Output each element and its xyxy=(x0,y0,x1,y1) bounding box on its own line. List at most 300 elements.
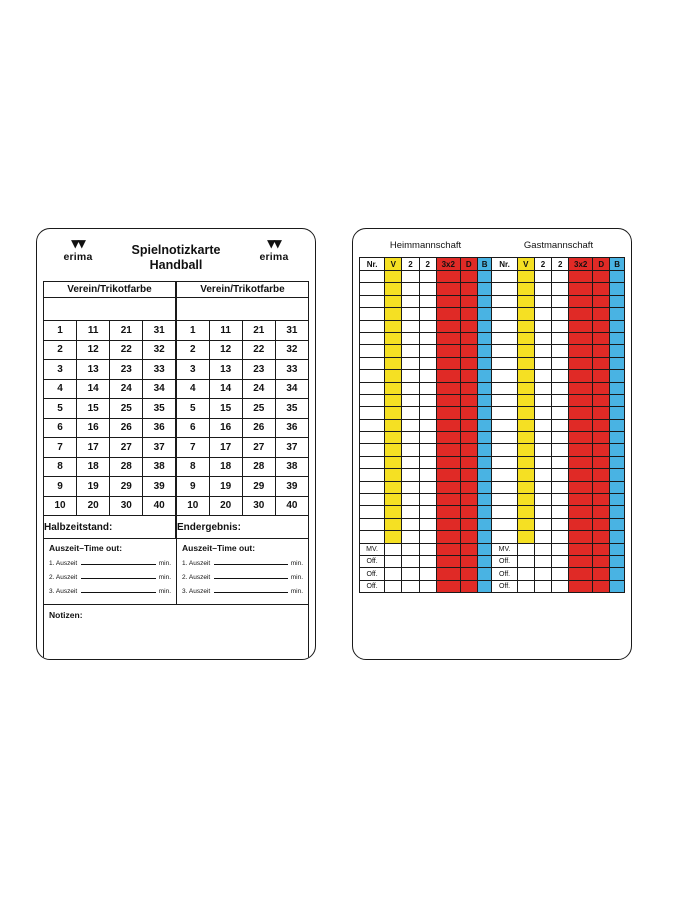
scoresheet-cell-b[interactable] xyxy=(610,382,625,394)
scoresheet-cell-2a[interactable] xyxy=(534,456,551,468)
scoresheet-cell-nr[interactable] xyxy=(360,345,385,357)
scoresheet-cell-2b[interactable] xyxy=(419,481,436,493)
scoresheet-cell-nr[interactable] xyxy=(492,345,517,357)
scoresheet-cell-v[interactable] xyxy=(517,506,534,518)
scoresheet-cell-nr[interactable] xyxy=(492,531,517,543)
roster-cell-home[interactable]: 24 xyxy=(110,379,143,399)
scoresheet-cell-b[interactable] xyxy=(477,345,492,357)
scoresheet-cell-2b[interactable] xyxy=(552,345,569,357)
scoresheet-cell-3x2[interactable] xyxy=(436,469,460,481)
scoresheet-cell-2a[interactable] xyxy=(402,531,419,543)
scoresheet-cell-b[interactable] xyxy=(610,531,625,543)
scoresheet-cell-v[interactable] xyxy=(517,345,534,357)
scoresheet-cell-b[interactable] xyxy=(477,419,492,431)
timeout-entry-input[interactable] xyxy=(214,557,288,565)
scoresheet-cell-b[interactable] xyxy=(610,320,625,332)
scoresheet-cell-v[interactable] xyxy=(517,531,534,543)
roster-cell-home[interactable]: 25 xyxy=(110,399,143,419)
scoresheet-cell-b[interactable] xyxy=(610,345,625,357)
scoresheet-cell-b[interactable] xyxy=(610,506,625,518)
scoresheet-cell-2a[interactable] xyxy=(534,357,551,369)
scoresheet-cell-2b[interactable] xyxy=(552,283,569,295)
scoresheet-cell-2b[interactable] xyxy=(552,394,569,406)
roster-cell-away[interactable]: 15 xyxy=(209,399,242,419)
scoresheet-cell-d[interactable] xyxy=(593,444,610,456)
scoresheet-cell-nr[interactable] xyxy=(360,271,385,283)
scoresheet-cell-3x2[interactable] xyxy=(436,407,460,419)
scoresheet-cell-b[interactable] xyxy=(477,382,492,394)
scoresheet-cell-2b[interactable] xyxy=(419,432,436,444)
scoresheet-footer-cell[interactable] xyxy=(552,543,569,555)
scoresheet-cell-d[interactable] xyxy=(593,357,610,369)
scoresheet-cell-3x2[interactable] xyxy=(436,308,460,320)
roster-cell-home[interactable]: 39 xyxy=(143,477,176,497)
timeout-entry-input[interactable] xyxy=(214,571,288,579)
scoresheet-footer-cell-3x2[interactable] xyxy=(569,555,593,567)
roster-cell-home[interactable]: 29 xyxy=(110,477,143,497)
roster-cell-away[interactable]: 20 xyxy=(209,496,242,516)
roster-cell-home[interactable]: 31 xyxy=(143,321,176,341)
scoresheet-cell-v[interactable] xyxy=(517,283,534,295)
scoresheet-cell-2a[interactable] xyxy=(534,382,551,394)
scoresheet-cell-nr[interactable] xyxy=(492,370,517,382)
scoresheet-cell-3x2[interactable] xyxy=(569,382,593,394)
scoresheet-cell-2b[interactable] xyxy=(419,332,436,344)
scoresheet-cell-2a[interactable] xyxy=(402,332,419,344)
roster-cell-away[interactable]: 30 xyxy=(242,496,275,516)
scoresheet-cell-2b[interactable] xyxy=(552,456,569,468)
scoresheet-cell-v[interactable] xyxy=(385,444,402,456)
scoresheet-cell-b[interactable] xyxy=(477,444,492,456)
scoresheet-cell-d[interactable] xyxy=(593,494,610,506)
scoresheet-cell-2a[interactable] xyxy=(402,295,419,307)
scoresheet-cell-b[interactable] xyxy=(477,407,492,419)
scoresheet-footer-cell-d[interactable] xyxy=(460,568,477,580)
roster-cell-away[interactable]: 14 xyxy=(209,379,242,399)
scoresheet-cell-d[interactable] xyxy=(593,419,610,431)
timeout-entry[interactable] xyxy=(182,557,303,567)
scoresheet-cell-v[interactable] xyxy=(385,407,402,419)
scoresheet-cell-v[interactable] xyxy=(385,382,402,394)
scoresheet-cell-2b[interactable] xyxy=(419,407,436,419)
scoresheet-cell-2b[interactable] xyxy=(419,357,436,369)
scoresheet-footer-cell[interactable] xyxy=(385,580,402,592)
scoresheet-cell-2a[interactable] xyxy=(534,518,551,530)
roster-cell-home[interactable]: 36 xyxy=(143,418,176,438)
scoresheet-cell-b[interactable] xyxy=(477,432,492,444)
scoresheet-cell-3x2[interactable] xyxy=(436,444,460,456)
scoresheet-footer-cell-b[interactable] xyxy=(477,580,492,592)
timeout-entry-input[interactable] xyxy=(81,571,156,579)
scoresheet-cell-2b[interactable] xyxy=(419,382,436,394)
scoresheet-cell-2a[interactable] xyxy=(534,419,551,431)
roster-cell-home[interactable]: 8 xyxy=(44,457,77,477)
scoresheet-cell-2b[interactable] xyxy=(419,370,436,382)
roster-cell-home[interactable]: 3 xyxy=(44,360,77,380)
roster-cell-home[interactable]: 28 xyxy=(110,457,143,477)
scoresheet-footer-cell-b[interactable] xyxy=(610,568,625,580)
scoresheet-cell-3x2[interactable] xyxy=(569,394,593,406)
scoresheet-cell-2b[interactable] xyxy=(419,506,436,518)
scoresheet-cell-3x2[interactable] xyxy=(569,444,593,456)
scoresheet-footer-cell[interactable] xyxy=(517,543,534,555)
scoresheet-cell-d[interactable] xyxy=(460,419,477,431)
scoresheet-cell-3x2[interactable] xyxy=(569,531,593,543)
scoresheet-cell-v[interactable] xyxy=(385,481,402,493)
scoresheet-cell-b[interactable] xyxy=(610,407,625,419)
scoresheet-footer-cell[interactable] xyxy=(517,568,534,580)
scoresheet-cell-2a[interactable] xyxy=(402,469,419,481)
scoresheet-cell-b[interactable] xyxy=(477,481,492,493)
scoresheet-cell-b[interactable] xyxy=(477,494,492,506)
scoresheet-cell-2a[interactable] xyxy=(402,271,419,283)
scoresheet-cell-2b[interactable] xyxy=(419,320,436,332)
scoresheet-cell-v[interactable] xyxy=(385,531,402,543)
timeout-entry[interactable] xyxy=(49,585,171,595)
roster-cell-home[interactable]: 20 xyxy=(77,496,110,516)
roster-cell-away[interactable]: 10 xyxy=(176,496,209,516)
scoresheet-cell-2b[interactable] xyxy=(419,456,436,468)
scoresheet-cell-b[interactable] xyxy=(477,531,492,543)
scoresheet-cell-b[interactable] xyxy=(610,494,625,506)
scoresheet-cell-b[interactable] xyxy=(477,370,492,382)
scoresheet-cell-v[interactable] xyxy=(385,271,402,283)
roster-cell-away[interactable]: 22 xyxy=(242,340,275,360)
scoresheet-footer-cell-d[interactable] xyxy=(593,543,610,555)
scoresheet-footer-cell-3x2[interactable] xyxy=(569,568,593,580)
scoresheet-cell-d[interactable] xyxy=(460,357,477,369)
roster-cell-away[interactable]: 11 xyxy=(209,321,242,341)
scoresheet-footer-cell-3x2[interactable] xyxy=(569,580,593,592)
roster-cell-away[interactable]: 24 xyxy=(242,379,275,399)
scoresheet-cell-nr[interactable] xyxy=(492,419,517,431)
scoresheet-cell-d[interactable] xyxy=(593,506,610,518)
scoresheet-cell-2a[interactable] xyxy=(402,481,419,493)
scoresheet-cell-d[interactable] xyxy=(593,283,610,295)
scoresheet-cell-3x2[interactable] xyxy=(569,345,593,357)
scoresheet-cell-2b[interactable] xyxy=(419,295,436,307)
timeout-entry[interactable] xyxy=(49,557,171,567)
scoresheet-cell-v[interactable] xyxy=(385,345,402,357)
scoresheet-cell-2a[interactable] xyxy=(402,345,419,357)
scoresheet-cell-3x2[interactable] xyxy=(569,419,593,431)
scoresheet-cell-2b[interactable] xyxy=(419,394,436,406)
scoresheet-cell-2a[interactable] xyxy=(534,531,551,543)
scoresheet-cell-3x2[interactable] xyxy=(436,283,460,295)
scoresheet-cell-v[interactable] xyxy=(517,332,534,344)
roster-cell-home[interactable]: 32 xyxy=(143,340,176,360)
roster-cell-away[interactable]: 13 xyxy=(209,360,242,380)
scoresheet-cell-3x2[interactable] xyxy=(436,494,460,506)
scoresheet-cell-nr[interactable] xyxy=(360,481,385,493)
scoresheet-footer-cell-3x2[interactable] xyxy=(436,568,460,580)
timeout-entry-input[interactable] xyxy=(81,557,156,565)
scoresheet-cell-2b[interactable] xyxy=(552,469,569,481)
scoresheet-cell-b[interactable] xyxy=(477,394,492,406)
scoresheet-cell-nr[interactable] xyxy=(360,506,385,518)
scoresheet-cell-d[interactable] xyxy=(593,481,610,493)
scoresheet-cell-2a[interactable] xyxy=(534,320,551,332)
scoresheet-cell-nr[interactable] xyxy=(492,357,517,369)
scoresheet-footer-cell[interactable] xyxy=(402,580,419,592)
roster-cell-away[interactable]: 2 xyxy=(176,340,209,360)
scoresheet-cell-3x2[interactable] xyxy=(569,332,593,344)
scoresheet-cell-d[interactable] xyxy=(593,432,610,444)
scoresheet-cell-nr[interactable] xyxy=(492,320,517,332)
scoresheet-cell-2a[interactable] xyxy=(402,444,419,456)
scoresheet-cell-3x2[interactable] xyxy=(436,271,460,283)
scoresheet-cell-v[interactable] xyxy=(517,308,534,320)
scoresheet-footer-cell[interactable] xyxy=(385,568,402,580)
roster-cell-home[interactable]: 17 xyxy=(77,438,110,458)
scoresheet-footer-cell-b[interactable] xyxy=(610,580,625,592)
scoresheet-cell-b[interactable] xyxy=(610,295,625,307)
scoresheet-cell-v[interactable] xyxy=(385,419,402,431)
timeout-entry[interactable] xyxy=(182,585,303,595)
scoresheet-footer-cell-d[interactable] xyxy=(460,580,477,592)
scoresheet-cell-nr[interactable] xyxy=(492,295,517,307)
scoresheet-footer-cell-d[interactable] xyxy=(460,555,477,567)
roster-cell-home[interactable]: 21 xyxy=(110,321,143,341)
scoresheet-cell-nr[interactable] xyxy=(492,432,517,444)
scoresheet-cell-3x2[interactable] xyxy=(569,283,593,295)
scoresheet-cell-v[interactable] xyxy=(385,456,402,468)
scoresheet-cell-2a[interactable] xyxy=(534,469,551,481)
scoresheet-cell-nr[interactable] xyxy=(360,370,385,382)
timeout-entry-input[interactable] xyxy=(81,585,156,593)
scoresheet-footer-cell[interactable] xyxy=(552,555,569,567)
scoresheet-cell-2b[interactable] xyxy=(552,531,569,543)
scoresheet-cell-2b[interactable] xyxy=(419,283,436,295)
scoresheet-cell-b[interactable] xyxy=(610,271,625,283)
scoresheet-cell-d[interactable] xyxy=(460,481,477,493)
scoresheet-cell-d[interactable] xyxy=(460,382,477,394)
scoresheet-footer-cell[interactable] xyxy=(419,568,436,580)
scoresheet-cell-v[interactable] xyxy=(385,518,402,530)
scoresheet-cell-d[interactable] xyxy=(593,295,610,307)
roster-cell-home[interactable]: 37 xyxy=(143,438,176,458)
scoresheet-cell-nr[interactable] xyxy=(360,382,385,394)
roster-cell-away[interactable]: 4 xyxy=(176,379,209,399)
scoresheet-cell-3x2[interactable] xyxy=(436,320,460,332)
scoresheet-cell-2b[interactable] xyxy=(552,332,569,344)
roster-cell-away[interactable]: 23 xyxy=(242,360,275,380)
scoresheet-cell-nr[interactable] xyxy=(492,506,517,518)
scoresheet-cell-nr[interactable] xyxy=(492,407,517,419)
roster-cell-home[interactable]: 6 xyxy=(44,418,77,438)
halbzeitstand-field[interactable]: Halbzeitstand: xyxy=(44,516,177,539)
scoresheet-cell-3x2[interactable] xyxy=(436,295,460,307)
scoresheet-cell-b[interactable] xyxy=(477,518,492,530)
scoresheet-cell-3x2[interactable] xyxy=(569,320,593,332)
scoresheet-cell-nr[interactable] xyxy=(360,456,385,468)
scoresheet-cell-3x2[interactable] xyxy=(569,506,593,518)
scoresheet-cell-v[interactable] xyxy=(517,271,534,283)
scoresheet-cell-2b[interactable] xyxy=(552,295,569,307)
scoresheet-cell-2a[interactable] xyxy=(534,283,551,295)
roster-cell-away[interactable]: 32 xyxy=(275,340,308,360)
roster-cell-away[interactable]: 5 xyxy=(176,399,209,419)
scoresheet-cell-nr[interactable] xyxy=(360,332,385,344)
roster-cell-home[interactable]: 26 xyxy=(110,418,143,438)
scoresheet-footer-cell-d[interactable] xyxy=(593,580,610,592)
scoresheet-cell-2b[interactable] xyxy=(552,407,569,419)
scoresheet-cell-v[interactable] xyxy=(517,370,534,382)
roster-cell-away[interactable]: 31 xyxy=(275,321,308,341)
scoresheet-cell-2b[interactable] xyxy=(419,469,436,481)
scoresheet-cell-3x2[interactable] xyxy=(569,271,593,283)
scoresheet-cell-d[interactable] xyxy=(460,531,477,543)
scoresheet-footer-cell-d[interactable] xyxy=(593,555,610,567)
scoresheet-footer-cell[interactable] xyxy=(534,568,551,580)
scoresheet-cell-nr[interactable] xyxy=(492,481,517,493)
scoresheet-footer-cell[interactable] xyxy=(517,580,534,592)
scoresheet-cell-d[interactable] xyxy=(593,394,610,406)
scoresheet-cell-d[interactable] xyxy=(460,469,477,481)
scoresheet-cell-b[interactable] xyxy=(477,271,492,283)
scoresheet-cell-d[interactable] xyxy=(460,370,477,382)
scoresheet-cell-3x2[interactable] xyxy=(569,469,593,481)
scoresheet-cell-3x2[interactable] xyxy=(436,432,460,444)
scoresheet-cell-v[interactable] xyxy=(517,357,534,369)
roster-cell-home[interactable]: 33 xyxy=(143,360,176,380)
scoresheet-cell-v[interactable] xyxy=(385,357,402,369)
scoresheet-cell-b[interactable] xyxy=(610,419,625,431)
scoresheet-footer-cell-b[interactable] xyxy=(610,555,625,567)
scoresheet-cell-3x2[interactable] xyxy=(436,518,460,530)
scoresheet-cell-nr[interactable] xyxy=(492,308,517,320)
scoresheet-cell-2a[interactable] xyxy=(402,456,419,468)
scoresheet-cell-v[interactable] xyxy=(517,518,534,530)
scoresheet-footer-cell[interactable] xyxy=(534,580,551,592)
scoresheet-cell-d[interactable] xyxy=(460,394,477,406)
scoresheet-cell-d[interactable] xyxy=(593,370,610,382)
scoresheet-cell-d[interactable] xyxy=(593,308,610,320)
scoresheet-cell-3x2[interactable] xyxy=(436,370,460,382)
roster-cell-home[interactable]: 13 xyxy=(77,360,110,380)
scoresheet-cell-nr[interactable] xyxy=(360,357,385,369)
scoresheet-cell-nr[interactable] xyxy=(360,394,385,406)
scoresheet-cell-v[interactable] xyxy=(385,295,402,307)
scoresheet-cell-nr[interactable] xyxy=(492,494,517,506)
scoresheet-cell-3x2[interactable] xyxy=(436,382,460,394)
scoresheet-cell-2a[interactable] xyxy=(534,407,551,419)
scoresheet-cell-2b[interactable] xyxy=(552,506,569,518)
scoresheet-cell-v[interactable] xyxy=(517,419,534,431)
scoresheet-cell-d[interactable] xyxy=(593,469,610,481)
scoresheet-cell-b[interactable] xyxy=(610,394,625,406)
roster-cell-away[interactable]: 19 xyxy=(209,477,242,497)
scoresheet-footer-cell[interactable] xyxy=(419,580,436,592)
scoresheet-cell-3x2[interactable] xyxy=(569,494,593,506)
roster-cell-away[interactable]: 36 xyxy=(275,418,308,438)
scoresheet-cell-2a[interactable] xyxy=(534,481,551,493)
scoresheet-cell-b[interactable] xyxy=(477,308,492,320)
scoresheet-cell-v[interactable] xyxy=(517,432,534,444)
roster-cell-away[interactable]: 6 xyxy=(176,418,209,438)
scoresheet-cell-2b[interactable] xyxy=(552,308,569,320)
scoresheet-cell-v[interactable] xyxy=(385,283,402,295)
scoresheet-cell-3x2[interactable] xyxy=(436,506,460,518)
scoresheet-cell-v[interactable] xyxy=(517,444,534,456)
scoresheet-cell-nr[interactable] xyxy=(492,456,517,468)
roster-cell-away[interactable]: 29 xyxy=(242,477,275,497)
scoresheet-footer-cell-b[interactable] xyxy=(477,555,492,567)
scoresheet-cell-2a[interactable] xyxy=(402,382,419,394)
scoresheet-cell-2a[interactable] xyxy=(534,432,551,444)
roster-cell-away[interactable]: 7 xyxy=(176,438,209,458)
scoresheet-cell-nr[interactable] xyxy=(360,295,385,307)
scoresheet-cell-d[interactable] xyxy=(460,432,477,444)
roster-cell-home[interactable]: 35 xyxy=(143,399,176,419)
scoresheet-cell-b[interactable] xyxy=(477,456,492,468)
scoresheet-cell-2b[interactable] xyxy=(419,444,436,456)
scoresheet-footer-cell-b[interactable] xyxy=(477,568,492,580)
scoresheet-cell-2b[interactable] xyxy=(552,518,569,530)
roster-cell-away[interactable]: 37 xyxy=(275,438,308,458)
scoresheet-cell-nr[interactable] xyxy=(492,469,517,481)
scoresheet-cell-v[interactable] xyxy=(385,469,402,481)
scoresheet-cell-b[interactable] xyxy=(610,432,625,444)
scoresheet-cell-3x2[interactable] xyxy=(569,295,593,307)
scoresheet-cell-3x2[interactable] xyxy=(569,407,593,419)
timeout-entry-input[interactable] xyxy=(214,585,288,593)
scoresheet-cell-d[interactable] xyxy=(593,518,610,530)
scoresheet-cell-v[interactable] xyxy=(385,432,402,444)
roster-cell-away[interactable]: 28 xyxy=(242,457,275,477)
roster-cell-away[interactable]: 12 xyxy=(209,340,242,360)
roster-cell-away[interactable]: 34 xyxy=(275,379,308,399)
scoresheet-footer-cell[interactable] xyxy=(552,568,569,580)
scoresheet-cell-2a[interactable] xyxy=(534,345,551,357)
verein-input-right[interactable] xyxy=(176,298,309,321)
scoresheet-cell-2b[interactable] xyxy=(552,419,569,431)
scoresheet-cell-d[interactable] xyxy=(460,407,477,419)
scoresheet-cell-nr[interactable] xyxy=(492,444,517,456)
roster-cell-away[interactable]: 16 xyxy=(209,418,242,438)
scoresheet-cell-d[interactable] xyxy=(593,345,610,357)
roster-cell-home[interactable]: 40 xyxy=(143,496,176,516)
scoresheet-cell-2b[interactable] xyxy=(552,481,569,493)
scoresheet-cell-2b[interactable] xyxy=(419,518,436,530)
roster-cell-away[interactable]: 35 xyxy=(275,399,308,419)
scoresheet-cell-v[interactable] xyxy=(385,494,402,506)
scoresheet-cell-b[interactable] xyxy=(477,469,492,481)
roster-cell-away[interactable]: 17 xyxy=(209,438,242,458)
scoresheet-cell-2a[interactable] xyxy=(402,357,419,369)
scoresheet-footer-cell[interactable] xyxy=(385,543,402,555)
scoresheet-cell-v[interactable] xyxy=(517,481,534,493)
scoresheet-cell-nr[interactable] xyxy=(360,419,385,431)
roster-cell-away[interactable]: 40 xyxy=(275,496,308,516)
roster-cell-away[interactable]: 25 xyxy=(242,399,275,419)
scoresheet-cell-nr[interactable] xyxy=(360,494,385,506)
scoresheet-cell-v[interactable] xyxy=(385,394,402,406)
verein-input-left[interactable] xyxy=(44,298,177,321)
scoresheet-footer-cell[interactable] xyxy=(402,543,419,555)
roster-cell-home[interactable]: 12 xyxy=(77,340,110,360)
scoresheet-cell-3x2[interactable] xyxy=(436,345,460,357)
scoresheet-cell-2a[interactable] xyxy=(402,432,419,444)
scoresheet-cell-2b[interactable] xyxy=(419,308,436,320)
scoresheet-cell-nr[interactable] xyxy=(492,332,517,344)
scoresheet-cell-2a[interactable] xyxy=(402,394,419,406)
scoresheet-footer-cell-d[interactable] xyxy=(593,568,610,580)
scoresheet-cell-2a[interactable] xyxy=(534,295,551,307)
scoresheet-cell-d[interactable] xyxy=(460,308,477,320)
scoresheet-cell-2a[interactable] xyxy=(402,494,419,506)
scoresheet-cell-2b[interactable] xyxy=(552,382,569,394)
